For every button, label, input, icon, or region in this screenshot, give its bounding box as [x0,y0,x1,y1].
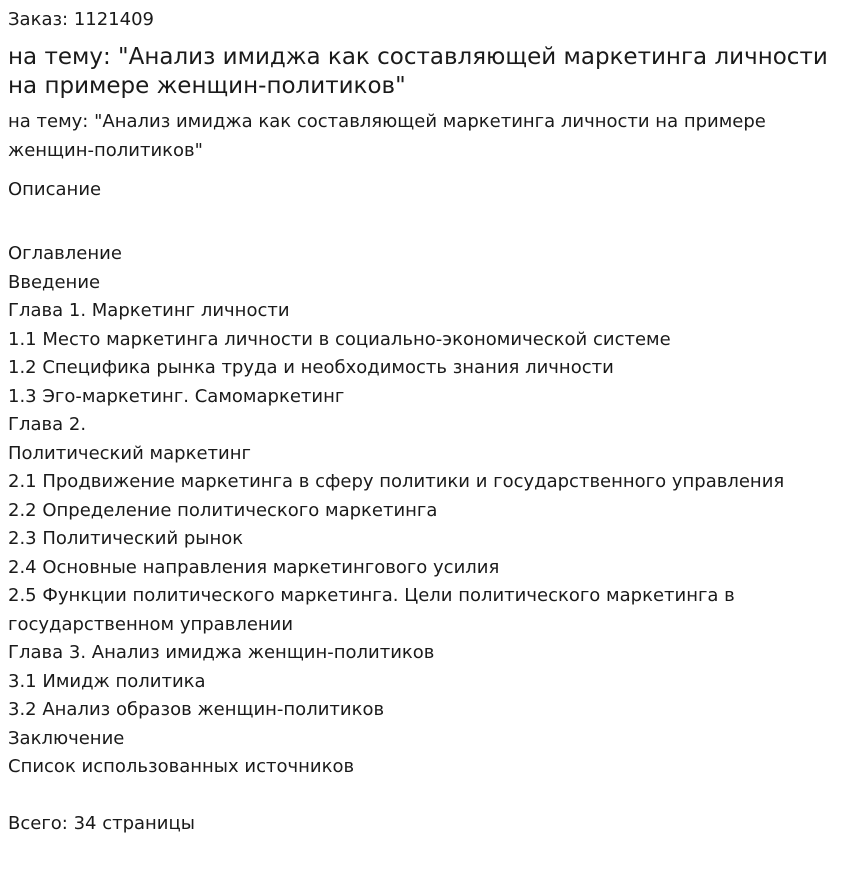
toc-item: 3.2 Анализ образов женщин-политиков [8,699,385,720]
page-count: Всего: 34 страницы [8,812,195,834]
toc-item: 2.3 Политический рынок [8,528,244,549]
order-number: Заказ: 1121409 [8,9,154,30]
table-of-contents [8,240,839,782]
page-title: на тему: "Анализ имиджа как составляющей маркетинга личности на примере женщин-политиков" [8,44,828,99]
toc-item: 1.2 Специфика рынка труда и необходимость знания личности [8,357,614,378]
toc-item: Оглавление [8,243,122,264]
toc-item: Список использованных источников [8,756,355,777]
toc-item: 1.1 Место маркетинга личности в социально-экономической системе [8,328,671,350]
toc-item: Глава 1. Маркетинг личности [8,300,290,321]
toc-item: Глава 3. Анализ имиджа женщин-политиков [8,642,435,663]
toc-item: 2.1 Продвижение маркетинга в сферу политики и государственного управления [8,471,785,492]
page-subtitle: на тему: "Анализ имиджа как составляющей маркетинга личности на примере женщин-политиков" [8,111,766,161]
toc-item: 2.4 Основные направления маркетингового усилия [8,556,500,578]
toc-item: 1.3 Эго-маркетинг. Самомаркетинг [8,385,345,407]
toc-item: Введение [8,271,101,293]
description-heading: Описание [8,179,102,200]
toc-item: Политический маркетинг [8,442,251,464]
toc-item: Заключение [8,727,125,749]
toc-item: 3.1 Имидж политика [8,670,206,692]
toc-item: Глава 2. [8,414,87,435]
toc-item: 2.2 Определение политического маркетинга [8,499,438,521]
toc-item: 2.5 Функции политического маркетинга. Цели политического маркетинга в государственном управлении [8,585,735,635]
